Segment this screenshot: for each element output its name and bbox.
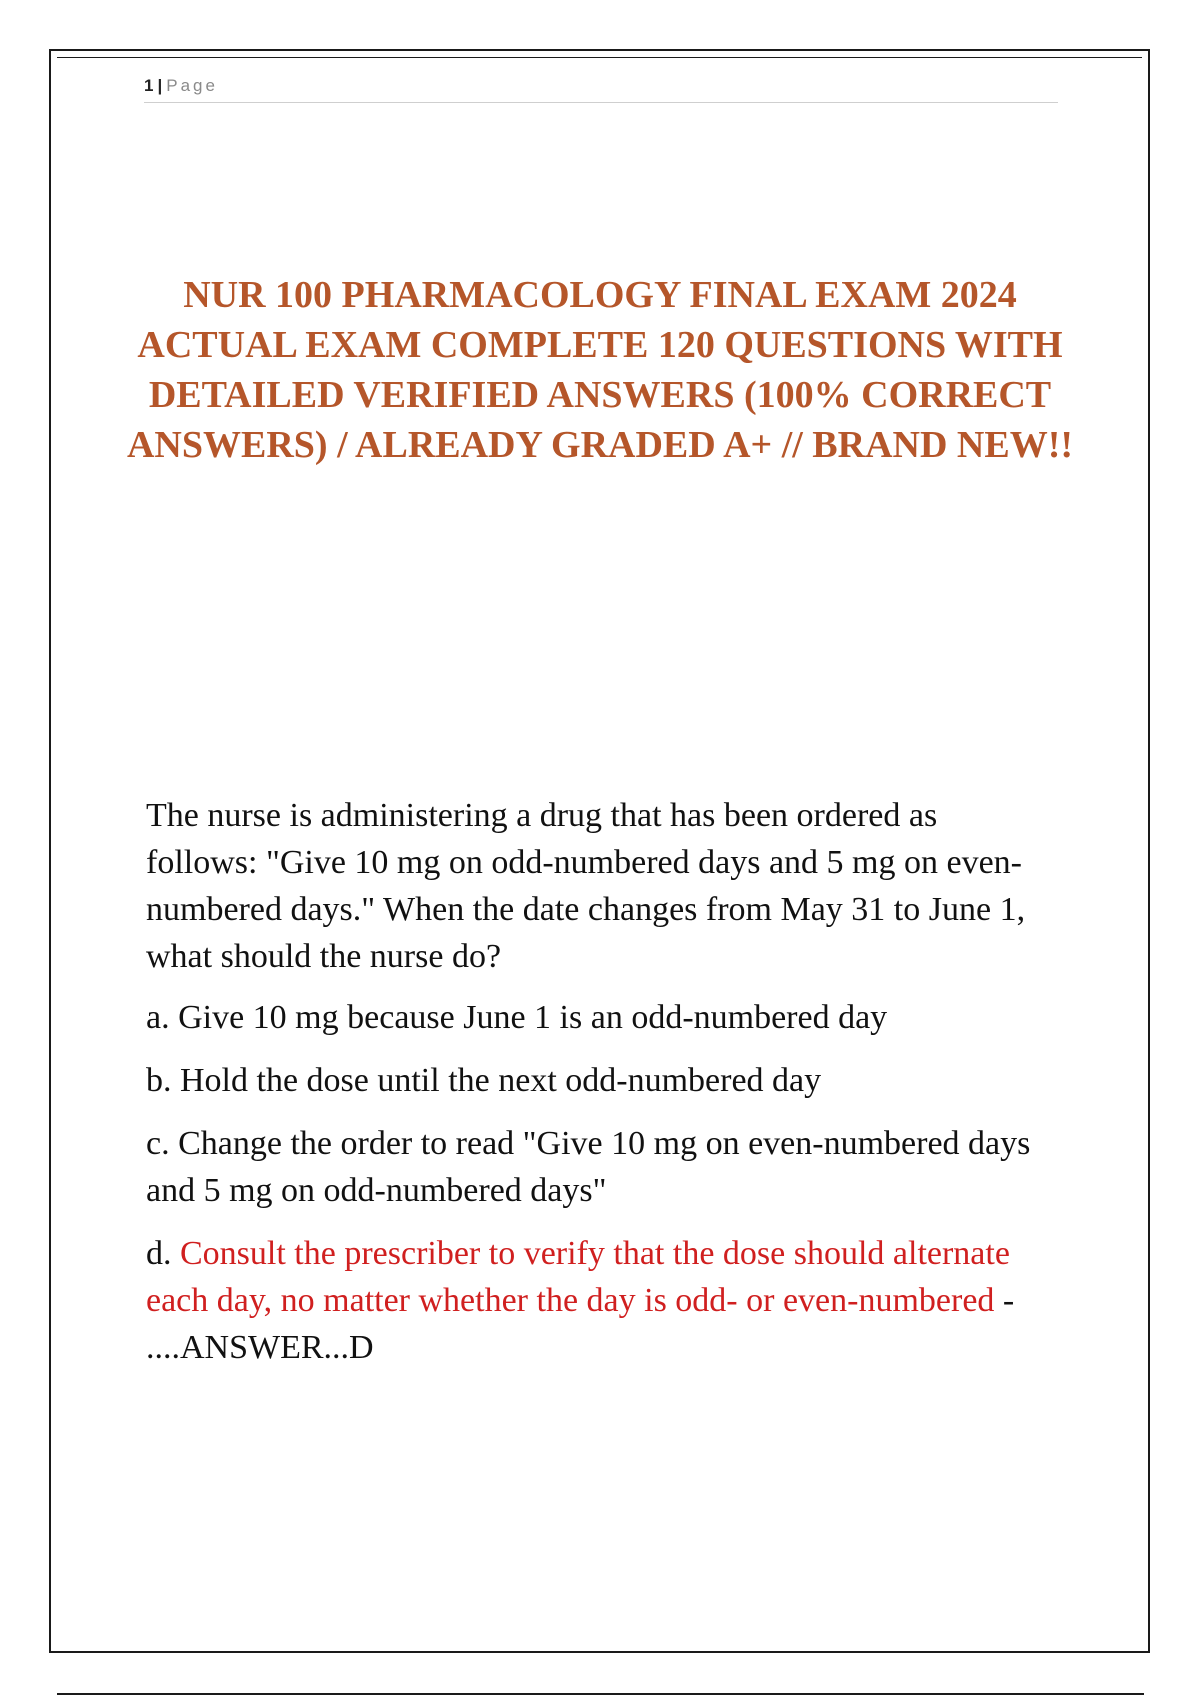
option-a xyxy=(146,994,1051,1041)
option-letter: c. xyxy=(146,1125,170,1162)
document-title: NUR 100 PHARMACOLOGY FINAL EXAM 2024 ACTUAL EXAM COMPLETE 120 QUESTIONS WITH DETAILED VERIFIED ANSWERS (100% CORRECT ANSWERS) / ALREADY GRADED A+ // BRAND NEW!! xyxy=(126,274,1074,466)
option-text: Change the order to read "Give 10 mg on even-numbered days and 5 mg on odd-numbered days" xyxy=(146,1125,1031,1209)
option-letter: a. xyxy=(146,999,170,1036)
page-number: 1 xyxy=(144,76,154,95)
correct-option-text: Consult the prescriber to verify that the dose should alternate each day, no matter whether the day is odd- or even-numbered xyxy=(146,1235,1010,1319)
page-separator: | xyxy=(157,76,163,95)
page-label: Page xyxy=(166,76,218,95)
next-page-top-rule xyxy=(57,1693,1144,1695)
option-text: Give 10 mg because June 1 is an odd-numbered day xyxy=(178,999,888,1036)
option-c xyxy=(146,1120,1051,1214)
option-letter: b. xyxy=(146,1062,172,1099)
frame-top-rule xyxy=(57,57,1142,58)
question-text: The nurse is administering a drug that has been ordered as follows: "Give 10 mg on odd-numbered days and 5 mg on even-numbered days." When the date changes from May 31 to June 1, what should the nurse do? xyxy=(146,797,1026,975)
option-letter: d. xyxy=(146,1235,172,1272)
question-block xyxy=(146,792,1051,1387)
option-d xyxy=(146,1230,1051,1371)
option-b xyxy=(146,1057,1051,1104)
option-text: Hold the dose until the next odd-numbered day xyxy=(180,1062,822,1099)
page-header xyxy=(144,70,1058,103)
answer-label: - ....ANSWER...D xyxy=(146,1282,1015,1366)
